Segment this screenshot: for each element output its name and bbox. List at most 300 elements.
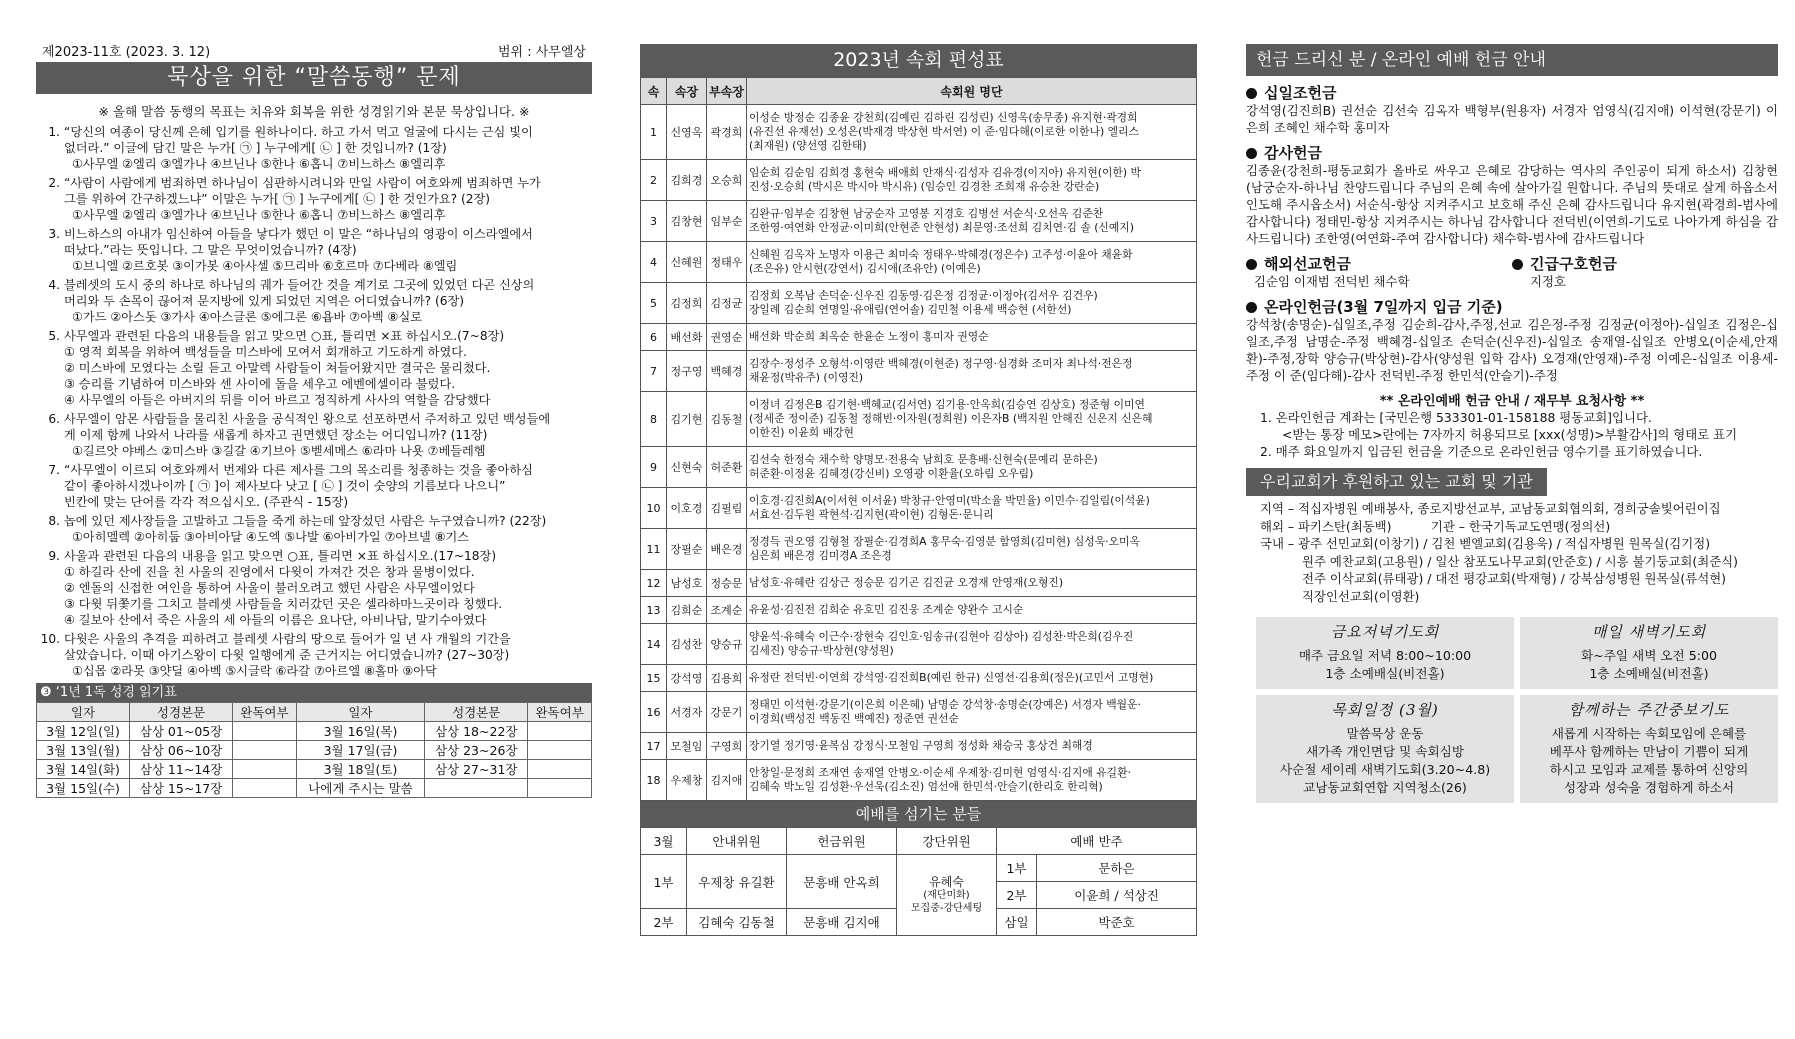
question-line: 사무엘과 관련된 다음의 내용들을 읽고 맞으면 ○표, 틀리면 ×표 하십시오.(7~8장): [64, 329, 505, 343]
member-line: 김혜숙 박노일 김성환·우선욱(김소진) 엄선애 한민석·안슬기(한리호 한리혁): [749, 780, 1103, 793]
group-leader: 남성호: [667, 570, 707, 597]
support-line: 원주 예찬교회(고용원) / 일산 참포도나무교회(안준호) / 시흥 불기둥교회(최준식): [1302, 553, 1738, 569]
serve-header-accompaniment: 예배 반주: [997, 828, 1197, 855]
box-line: 베푸사 함께하는 만남이 기쁨이 되게: [1549, 744, 1749, 759]
question-body: [64, 513, 592, 545]
reading-header: 일자: [296, 703, 424, 722]
question-options: ①십몹 ②라못 ③얏딜 ④아벡 ⑤시글락 ⑥라갈 ⑦아르엘 ⑧홀마 ⑨아닥: [72, 664, 437, 678]
member-line: 안창일·문정희 조재연 송재열 안병오·이순세 우제창·김미현 엄영식·김지애 유길환·: [749, 766, 1131, 779]
urgent-block: [1512, 247, 1778, 290]
group-members: [747, 529, 1197, 570]
group-row: [641, 529, 1197, 570]
quiz-column: [36, 44, 592, 798]
question-line: 게 이제 함께 나와서 나라를 새롭게 하자고 권면했던 장소는 어디입니까? (11장): [64, 428, 488, 442]
question-number: 7.: [48, 463, 60, 477]
group-number: 1: [641, 105, 667, 160]
member-line: 진성·오승희 (박시은 박시아 박시유) (임승인 김경찬 조희재 유승찬 강란순): [749, 180, 1100, 193]
box-line: 새가족 개인면담 및 속회심방: [1306, 744, 1464, 759]
group-number: 15: [641, 665, 667, 692]
thanks-heading: 감사헌금: [1246, 144, 1778, 162]
reading-cell: 삼상 15~17장: [130, 779, 233, 798]
tithe-heading: 십일조헌금: [1246, 84, 1778, 102]
issue-line: [36, 44, 592, 62]
question-number: 4.: [48, 278, 60, 292]
weekly-prayer-box: [1520, 695, 1778, 803]
group-leader: 김희경: [667, 160, 707, 201]
thanks-list: 김종윤(강천희-평동교회가 올바로 싸우고 은혜로 감당하는 역사의 주인공이 되게 하소서) 김창현(남궁순자-하나님 찬양드립니다 주님의 은혜 속에 살아가길 원합니다. 주님의 뜻대로 살게 하옵소서 인도해 주시옵소서) 서순식-항상 지켜주시고 보호해 주신 은혜 감사드립니다 유지현(곽경희-범사에 감사합니다) 정태민-항상 지켜주시는 하나님 감사합니다 전덕빈(이연희-기도로 나아가게 하심을 감사드립니다) 조한영(여연화-주여 감사합니다) 채수학-범사에 감사드립니다: [1246, 163, 1778, 246]
question-body: [64, 328, 592, 408]
box-line: 새롭게 시작하는 속회모임에 은혜를: [1551, 726, 1747, 741]
group-leader: 정구영: [667, 351, 707, 392]
group-row: [641, 324, 1197, 351]
support-line: 해외 – 파키스탄(최동백) 기관 – 한국기독교도연맹(정의선): [1260, 518, 1611, 534]
question-options: ①사무엘 ②엘리 ③엘가나 ④브닌나 ⑤한나 ⑥홉니 ⑦비느하스 ⑧엘리후: [72, 208, 446, 222]
group-number: 11: [641, 529, 667, 570]
online-heading: 온라인헌금(3월 7일까지 입금 기준): [1246, 298, 1778, 316]
group-members: [747, 692, 1197, 733]
serve-header-month: 3월: [641, 828, 687, 855]
member-line: 이경희(백성진 백동진 백예진) 정준연 권선순: [749, 712, 959, 725]
reading-cell: [233, 741, 297, 760]
question-line: 그를 위하여 간구하겠느냐” 이말은 누가[ ㉠ ] 누구에게[ ㉡ ] 한 것인가요? (2장): [64, 192, 491, 206]
support-line: 직장인선교회(이영환): [1302, 588, 1420, 604]
group-leader: 장필순: [667, 529, 707, 570]
reading-cell: 삼상 27~31장: [425, 760, 528, 779]
group-subleader: 곽경희: [707, 105, 747, 160]
reading-plan-title: ❸ ‘1년 1독 성경 읽기표: [36, 683, 592, 702]
ministry-schedule-box: [1256, 695, 1514, 803]
support-title: 우리교회가 후원하고 있는 교회 및 기관: [1246, 468, 1547, 496]
group-row: [641, 624, 1197, 665]
group-number: 5: [641, 283, 667, 324]
serve-accomp: 박준호: [1037, 909, 1197, 936]
reading-row: [37, 722, 592, 741]
question-line: ① 하길라 산에 진을 친 사울의 진영에서 다윗이 가져간 것은 창과 물병이었다.: [64, 565, 475, 579]
question-line: 머리와 두 손목이 끊어져 문지방에 있게 되었던 지역은 어디였습니까? (6장): [64, 294, 465, 308]
group-number: 6: [641, 324, 667, 351]
box-line: 말씀묵상 운동: [1346, 726, 1424, 741]
question-line: 비느하스의 아내가 임신하여 아들을 낳다가 했던 이 말은 “하나님의 영광이 이스라엘에서: [64, 227, 533, 241]
serve-week: 2부: [641, 909, 687, 936]
question-line: ④ 사무엘의 아들은 아버지의 뒤를 이어 바르고 정직하게 사사의 역할을 감당했다: [64, 393, 491, 407]
member-line: 배선화 박순희 최옥순 한윤순 노정이 홍미자 권영순: [749, 330, 989, 343]
group-members: [747, 392, 1197, 447]
member-line: 이호경·김진희A(이서현 이서윤) 박창규·안영미(박소율 박민율) 이민수·김일림(이석윤): [749, 494, 1150, 507]
reading-cell: 3월 18일(토): [296, 760, 424, 779]
question-line: 빈칸에 맞는 단어를 각각 적으십시오. (주관식 - 15장): [64, 495, 349, 509]
box-line: 성장과 성숙을 경험하게 하소서: [1563, 780, 1735, 795]
reading-header: 일자: [37, 703, 130, 722]
reading-cell: 삼상 06~10장: [130, 741, 233, 760]
member-line: 장일례 김순희 연명일·유애림(연어솔) 김민철 이용세 백승현 (서한선): [749, 303, 1072, 316]
question-line: 떠났다.”라는 뜻입니다. 그 말은 무엇이었습니까? (4장): [64, 243, 357, 257]
member-line: 김장수·정성주 오형석·이영란 백혜경(이현준) 정구영·심경화 조미자 최나석·전은정: [749, 357, 1133, 370]
question-line: 다윗은 사울의 추격을 피하려고 블레셋 사람의 땅으로 들어가 일 년 사 개월의 기간을: [64, 632, 511, 646]
group-members: [747, 624, 1197, 665]
question-line: 블레셋의 도시 중의 하나로 하나님의 궤가 들어간 것을 계기로 그곳에 있었던 다곤 신상의: [64, 278, 535, 292]
question-options: ①브니엘 ②르호봇 ③이가봇 ④아사셀 ⑤므리바 ⑥호르마 ⑦다베라 ⑧엘림: [72, 259, 458, 273]
overseas-heading: 해외선교헌금: [1246, 255, 1512, 273]
group-number: 2: [641, 160, 667, 201]
reading-header: 완독여부: [233, 703, 297, 722]
group-members: [747, 488, 1197, 529]
box-line: 1층 소예배실(비전홀): [1589, 666, 1709, 681]
group-subleader: 조계순: [707, 597, 747, 624]
member-line: 신혜원 김옥자 노명자 이용근 최미숙 정태우·박혜경(정은수) 고주성·이윤아 채윤화: [749, 248, 1133, 261]
question-line: ④ 길보아 산에서 죽은 사울의 세 아들의 이름은 요나단, 아비나답, 말기수아였다: [64, 613, 487, 627]
serve-altar-cell: [897, 855, 997, 936]
member-line: 조한영·여연화 안정균·이미희(안현준 안현성) 최문영·조선희 김치연·김 솔 (신예지): [749, 221, 1134, 234]
group-number: 18: [641, 760, 667, 801]
question-number: 9.: [48, 549, 60, 563]
group-column: [640, 44, 1197, 936]
group-members: [747, 570, 1197, 597]
group-members: [747, 105, 1197, 160]
dawn-prayer-box: [1520, 617, 1778, 689]
question-line: ③ 다윗 뒤쫓기를 그치고 블레셋 사람들을 치러갔던 곳은 셀라하마느곳이라 칭했다.: [64, 597, 503, 611]
group-table: [640, 77, 1197, 801]
question-item: [36, 277, 592, 325]
group-subleader: 구영희: [707, 733, 747, 760]
question-options: ①길르앗 야베스 ②미스바 ③길갈 ④기브아 ⑤벧세메스 ⑥라마 나욧 ⑦베들레헴: [72, 444, 486, 458]
group-leader: 신현숙: [667, 447, 707, 488]
friday-prayer-box: [1256, 617, 1514, 689]
reading-cell: [233, 722, 297, 741]
serve-altar-note: (재단미화): [923, 889, 970, 901]
group-number: 10: [641, 488, 667, 529]
reading-cell: 3월 15일(수): [37, 779, 130, 798]
bullet-icon: [1246, 148, 1257, 159]
question-line: 사울과 관련된 다음의 내용을 읽고 맞으면 ○표, 틀리면 ×표 하십시오.(17~18장): [64, 549, 497, 563]
member-line: 이한진) 이윤희 배강현: [749, 426, 854, 439]
group-row: [641, 105, 1197, 160]
reading-cell: 3월 16일(목): [296, 722, 424, 741]
group-subleader: 양승규: [707, 624, 747, 665]
reading-header: 성경본문: [425, 703, 528, 722]
quiz-title: 묵상을 위한 “말씀동행” 문제: [36, 62, 592, 94]
reading-plan-table: [36, 702, 592, 798]
info-boxes: [1256, 617, 1778, 803]
box-line: 화~주일 새벽 오전 5:00: [1580, 648, 1717, 663]
group-row: [641, 665, 1197, 692]
member-line: 유윤성·김진전 김희순 유호민 김진웅 조계순 양완수 고시순: [749, 603, 1024, 616]
question-line: ③ 승리를 기념하여 미스바와 센 사이에 돌을 세우고 에벤에셀이라 불렀다.: [64, 377, 456, 391]
reading-cell: 삼상 01~05장: [130, 722, 233, 741]
group-leader: 이호경: [667, 488, 707, 529]
reading-cell: [528, 779, 592, 798]
bullet-icon: [1246, 259, 1257, 270]
group-subleader: 김용희: [707, 665, 747, 692]
box-line: 하시고 모임과 교제를 통하여 신앙의: [1549, 762, 1749, 777]
question-item: [36, 328, 592, 408]
group-leader: 서경자: [667, 692, 707, 733]
question-number: 10.: [40, 632, 60, 646]
group-header: 속장: [667, 78, 707, 105]
reading-cell: [528, 760, 592, 779]
bullet-icon: [1246, 302, 1257, 313]
member-line: 이성순 방정순 김종윤 강천희(김예린 김하린 김성린) 신영옥(송무종) 유지현·곽경희: [749, 111, 1138, 124]
question-item: [36, 226, 592, 274]
serve-offering: 문흥배 김지애: [787, 909, 897, 936]
question-line: 사무엘이 암몬 사람들을 물리친 사울을 공식적인 왕으로 선포하면서 주저하고 있던 백성들에: [64, 412, 551, 426]
box-line: 교남동교회연합 지역청소(26): [1303, 780, 1467, 795]
member-line: (조은유) 안시현(강연서) 김시애(조유안) (이예은): [749, 262, 981, 275]
support-list: [1246, 500, 1778, 605]
group-leader: 우제창: [667, 760, 707, 801]
member-line: (정세준 정이준) 김동철 정해빈·이자원(정희원) 이은자B (백지원 안해진 신은지 신은혜: [749, 412, 1153, 425]
group-members: [747, 733, 1197, 760]
group-header: 속회원 명단: [747, 78, 1197, 105]
group-number: 3: [641, 201, 667, 242]
group-leader: 신영옥: [667, 105, 707, 160]
member-line: 김세진) 양승규·박상현(양성원): [749, 644, 894, 657]
notice-title: ** 온라인예배 헌금 안내 / 재무부 요청사항 **: [1379, 394, 1645, 409]
question-number: 5.: [48, 329, 60, 343]
member-line: 남성호·유혜란 김상근 정승문 김기곤 김진균 오경재 안영재(오형진): [749, 576, 1064, 589]
reading-cell: 삼상 11~14장: [130, 760, 233, 779]
question-line: 놉에 있던 제사장들을 고발하고 그들을 죽게 하는데 앞장섰던 사람은 누구였습니까? (22장): [64, 514, 547, 528]
group-row: [641, 160, 1197, 201]
question-body: [64, 411, 592, 459]
question-number: 6.: [48, 412, 60, 426]
group-row: [641, 760, 1197, 801]
member-line: 이정녀 김정은B 김기현·백혜교(김서연) 김기용·안옥희(김승연 김상호) 정준형 이미연: [749, 398, 1145, 411]
question-item: [36, 462, 592, 510]
group-row: [641, 351, 1197, 392]
box-title: 목회일정 (3월): [1331, 701, 1439, 719]
question-body: [64, 462, 592, 510]
group-subleader: 김필림: [707, 488, 747, 529]
group-number: 14: [641, 624, 667, 665]
member-line: 심은희 배은경 김미경A 조은경: [749, 549, 892, 562]
member-line: 정태민 이석현·강문기(이은희 이은혜) 남명순 강석창·송명순(강예은) 서경자 백월운·: [749, 698, 1141, 711]
serve-accomp-label: 삼일: [997, 909, 1037, 936]
bullet-icon: [1246, 88, 1257, 99]
serve-title: 예배를 섬기는 분들: [640, 801, 1197, 827]
support-line: 전주 이삭교회(류태광) / 대전 평강교회(박재형) / 강북삼성병원 원목실(류석현): [1302, 571, 1727, 586]
serve-offering: 문흥배 안옥희: [787, 855, 897, 909]
group-number: 16: [641, 692, 667, 733]
group-row: [641, 392, 1197, 447]
group-header: 속: [641, 78, 667, 105]
group-leader: 김정희: [667, 283, 707, 324]
question-body: [64, 631, 592, 679]
group-subleader: 강문기: [707, 692, 747, 733]
notice-line: <받는 통장 메모>란에는 7자까지 허용되므로 [xxx(성명)>부활감사]의 형태로 표기: [1282, 427, 1738, 442]
group-members: [747, 160, 1197, 201]
member-line: 서효선·김두원 곽현석·김지현(곽이현) 김형돈·문니리: [749, 508, 994, 521]
question-options: ①아히멜렉 ②아히둡 ③아비아달 ④도엑 ⑤나발 ⑥아비가일 ⑦아브넬 ⑧기스: [72, 530, 470, 544]
question-line: 없더라.” 이글에 담긴 말은 누가[ ㉠ ] 누구에게[ ㉡ ] 한 것입니까? (1장): [64, 141, 447, 155]
reading-row: [37, 741, 592, 760]
group-members: [747, 351, 1197, 392]
group-row: [641, 488, 1197, 529]
group-row: [641, 242, 1197, 283]
group-leader: 신혜원: [667, 242, 707, 283]
group-subleader: 임부순: [707, 201, 747, 242]
group-subleader: 허준환: [707, 447, 747, 488]
group-row: [641, 733, 1197, 760]
group-leader: 김희순: [667, 597, 707, 624]
support-line: 국내 – 광주 선민교회(이창기) / 김천 벧엘교회(김용욱) / 적십자병원 원목실(김기정): [1260, 536, 1711, 551]
group-number: 7: [641, 351, 667, 392]
question-line: “사무엘이 이르되 여호와께서 번제와 다른 제사를 그의 목소리를 청종하는 것을 좋아하심: [64, 463, 533, 477]
urgent-heading: 긴급구호헌금: [1512, 255, 1778, 273]
group-subleader: 김지애: [707, 760, 747, 801]
question-body: [64, 226, 592, 274]
question-item: [36, 175, 592, 223]
question-item: [36, 124, 592, 172]
group-subleader: 권영순: [707, 324, 747, 351]
group-members: [747, 447, 1197, 488]
group-members: [747, 242, 1197, 283]
offering-title: 헌금 드리신 분 / 온라인 예배 헌금 안내: [1246, 44, 1778, 76]
member-line: (최재원) (양선영 김한태): [749, 139, 867, 152]
notice-line: 1. 온라인헌금 계좌는 [국민은행 533301-01-158188 평동교회]입니다.: [1260, 410, 1652, 425]
reading-row: [37, 760, 592, 779]
question-number: 2.: [48, 176, 60, 190]
serve-accomp: 이윤희 / 석상진: [1037, 882, 1197, 909]
notice-line: 2. 매주 화요일까지 입금된 헌금을 기준으로 온라인헌금 영수기를 표기하였습니다.: [1260, 444, 1703, 459]
question-line: “사람이 사람에게 범죄하면 하나님이 심판하시려니와 만일 사람이 여호와께 범죄하면 누가: [64, 176, 541, 190]
group-members: [747, 665, 1197, 692]
group-subleader: 정승문: [707, 570, 747, 597]
question-number: 1.: [48, 125, 60, 139]
reading-row: [37, 779, 592, 798]
group-number: 4: [641, 242, 667, 283]
question-line: ② 미스바에 모였다는 소릴 듣고 아말렉 사람들이 쳐들어왔지만 결국은 물리쳤다.: [64, 361, 491, 375]
box-line: 1층 소예배실(비전홀): [1325, 666, 1445, 681]
member-line: 장기열 정기영·윤복심 강정식·모철임 구영희 정성화 채승국 홍상건 최해경: [749, 739, 1093, 752]
bullet-icon: [1512, 259, 1523, 270]
group-row: [641, 570, 1197, 597]
question-line: ① 영적 회복을 위하여 백성들을 미스바에 모여서 회개하고 기도하게 하였다.: [64, 345, 467, 359]
mission-row: [1246, 247, 1778, 290]
group-row: [641, 447, 1197, 488]
group-number: 17: [641, 733, 667, 760]
group-leader: 김성찬: [667, 624, 707, 665]
reading-cell: [528, 722, 592, 741]
group-row: [641, 692, 1197, 733]
reading-cell: 3월 17일(금): [296, 741, 424, 760]
box-title: 함께하는 주간중보기도: [1568, 701, 1730, 719]
serve-accomp-label: 1부: [997, 855, 1037, 882]
group-table-title: 2023년 속회 편성표: [640, 44, 1197, 77]
group-leader: 김창현: [667, 201, 707, 242]
group-members: [747, 760, 1197, 801]
group-subleader: 오승희: [707, 160, 747, 201]
question-body: [64, 548, 592, 628]
serve-guide: 김혜숙 김동철: [687, 909, 787, 936]
group-members: [747, 597, 1197, 624]
question-body: [64, 277, 592, 325]
question-body: [64, 124, 592, 172]
serve-week: 1부: [641, 855, 687, 909]
reading-cell: [528, 741, 592, 760]
offering-column: [1246, 44, 1778, 803]
serve-altar-note2: 모집중-강단세팅: [910, 902, 983, 914]
quiz-intro: ※ 올해 말씀 동행의 목표는 치유와 회복을 위한 성경읽기와 본문 묵상입니다. ※: [98, 104, 530, 119]
question-body: [64, 175, 592, 223]
group-subleader: 정태우: [707, 242, 747, 283]
question-item: [36, 513, 592, 545]
box-line: 사순절 세이레 새벽기도회(3.20~4.8): [1279, 762, 1491, 777]
group-row: [641, 283, 1197, 324]
member-line: 김선숙 한정숙 채수학 양명모·전용숙 남희호 문흥배·신현숙(문예리 문하은): [749, 453, 1098, 466]
group-number: 13: [641, 597, 667, 624]
group-number: 12: [641, 570, 667, 597]
member-line: 김완규·임부순 김창현 남궁순자 고영봉 지경호 김병선 서순식·오선옥 김준찬: [749, 207, 1104, 220]
member-line: 유정란 전덕빈·이연희 강석영·김진희B(예린 한규) 신영선·김용희(정은)(고민서 고명현): [749, 671, 1154, 684]
question-line: 살았습니다. 이때 아기스왕이 다윗 일행에게 준 근거지는 어디였습니까? (27~30장): [64, 648, 510, 662]
group-leader: 배선화: [667, 324, 707, 351]
reading-header: 완독여부: [528, 703, 592, 722]
reading-cell: [233, 760, 297, 779]
question-line: “당신의 여종이 당신께 은혜 입기를 원하나이다. 하고 가서 먹고 얼굴에 다시는 근심 빛이: [64, 125, 533, 139]
box-line: 매주 금요일 저녁 8:00~10:00: [1298, 648, 1472, 663]
question-options: ①사무엘 ②엘리 ③엘가나 ④브닌나 ⑤한나 ⑥홉니 ⑦비느하스 ⑧엘리후: [72, 157, 446, 171]
member-line: (유진선 유재선) 오성은(박재경 박상현 박서연) 이 준·임다해(이로한 이한나) 엘리스: [749, 125, 1139, 138]
member-line: 채윤정(박유주) (이영진): [749, 371, 864, 384]
question-item: [36, 631, 592, 679]
question-line: 같이 좋아하시겠나이까 [ ㉠ ]이 제사보다 낫고 [ ㉡ ] 것이 숫양의 기름보다 나으니”: [64, 479, 506, 493]
group-subleader: 백혜경: [707, 351, 747, 392]
overseas-block: [1246, 247, 1512, 290]
reading-cell: [233, 779, 297, 798]
group-row: [641, 201, 1197, 242]
member-line: 양윤석·유혜숙 이근수·장현숙 김인호·임송규(김현아 김상아) 김성찬·박은희(김우진: [749, 630, 1134, 643]
serve-header-offering: 헌금위원: [787, 828, 897, 855]
group-members: [747, 283, 1197, 324]
reading-cell: 3월 13일(월): [37, 741, 130, 760]
reading-cell: 삼상 18~22장: [425, 722, 528, 741]
serve-header-altar: 강단위원: [897, 828, 997, 855]
question-list: [36, 124, 592, 679]
reading-cell: [425, 779, 528, 798]
group-number: 8: [641, 392, 667, 447]
member-line: 김정희 오복남 손덕순·신우진 김동영·김은정 김정균·이정아(김서우 김건우): [749, 289, 1098, 302]
question-item: [36, 548, 592, 628]
reading-header: 성경본문: [130, 703, 233, 722]
group-subleader: 김동철: [707, 392, 747, 447]
serve-guide: 우제창 유길환: [687, 855, 787, 909]
overseas-list: 김순임 이재범 전덕빈 채수학: [1254, 274, 1410, 289]
member-line: 정경득 권오영 김형철 장필순·김경희A 홍무숙·김영분 함영희(김미현) 심성욱·오미옥: [749, 535, 1140, 548]
group-subleader: 김정균: [707, 283, 747, 324]
group-leader: 강석영: [667, 665, 707, 692]
question-number: 3.: [48, 227, 60, 241]
group-subleader: 배은경: [707, 529, 747, 570]
serve-accomp-label: 2부: [997, 882, 1037, 909]
question-options: ①가드 ②아스돗 ③가사 ④아스글론 ⑤에그론 ⑥욥바 ⑦아벡 ⑧실로: [72, 310, 422, 324]
group-row: [641, 597, 1197, 624]
support-line: 지역 – 적십자병원 예배봉사, 종로지방선교부, 교남동교회협의회, 경희궁솔빛어린이집: [1260, 501, 1721, 516]
serve-table: [640, 827, 1197, 936]
group-members: [747, 324, 1197, 351]
group-leader: 김기현: [667, 392, 707, 447]
group-leader: 모철임: [667, 733, 707, 760]
reading-cell: 3월 14일(화): [37, 760, 130, 779]
question-number: 8.: [48, 514, 60, 528]
group-members: [747, 201, 1197, 242]
question-line: ② 엔돌의 신접한 여인을 통하여 사울이 불러오려고 했던 사람은 사무엘이었다: [64, 581, 475, 595]
group-header: 부속장: [707, 78, 747, 105]
box-title: 금요저녁기도회: [1330, 623, 1440, 641]
serve-accomp: 문하은: [1037, 855, 1197, 882]
tithe-list: 강석영(김진희B) 권선순 김선숙 김옥자 백형부(원용자) 서경자 엄영식(김지애) 이석현(강문기) 이은희 조혜인 채수학 홍미자: [1246, 103, 1778, 135]
member-line: 허준환·이정윤 김혜경(강신비) 오영광 이환율(오하림 오우림): [749, 467, 1034, 480]
scope-label: 범위 : 사무엘상: [498, 45, 586, 60]
